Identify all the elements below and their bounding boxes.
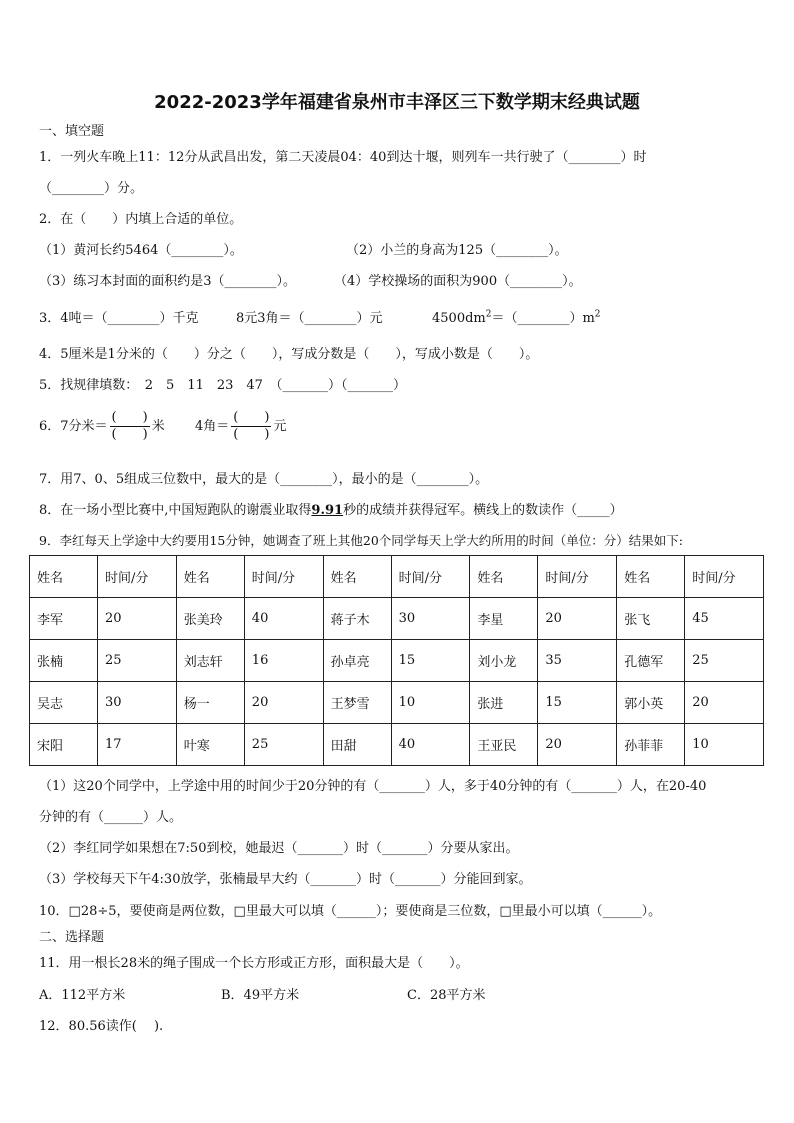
table-header-cell: 姓名 xyxy=(323,556,391,598)
table-cell: 30 xyxy=(98,682,177,724)
fraction-2-numerator: ( ) xyxy=(233,410,270,425)
question-4: 4．5厘米是1分米的（ ）分之（ ），写成分数是（ ），写成小数是（ ）。 xyxy=(39,347,539,362)
table-cell: 20 xyxy=(244,682,323,724)
table-cell: 张楠 xyxy=(30,640,98,682)
underlined-number: 9.91 xyxy=(311,503,344,518)
question-12: 12．80.56读作( ). xyxy=(39,1019,164,1034)
question-11-option-c: C．28平方米 xyxy=(407,988,486,1003)
table-cell: 张美玲 xyxy=(176,598,244,640)
table-cell: 40 xyxy=(391,724,470,766)
section-fill-blank: 一、填空题 xyxy=(39,124,105,139)
table-cell: 李星 xyxy=(470,598,538,640)
table-cell: 田甜 xyxy=(323,724,391,766)
table-cell: 16 xyxy=(244,640,323,682)
question-9-2: （2）李红同学如果想在7:50到校，她最迟（_______）时（_______）分要从家出。 xyxy=(39,841,519,856)
table-cell: 孙菲菲 xyxy=(617,724,685,766)
table-cell: 40 xyxy=(244,598,323,640)
question-11-option-a: A．112平方米 xyxy=(39,988,126,1003)
table-cell: 25 xyxy=(685,640,764,682)
question-1-line2: （________）分。 xyxy=(39,181,144,196)
question-1-line1: 1．一列火车晚上11：12分从武昌出发，第二天凌晨04：40到达十堰，则列车一共行驶了（________）时 xyxy=(39,150,647,165)
table-header-cell: 姓名 xyxy=(176,556,244,598)
question-7: 7．用7、0、5组成三位数中，最大的是（________），最小的是（________）。 xyxy=(39,472,489,487)
question-8-pre: 8．在一场小型比赛中,中国短跑队的谢震业取得 xyxy=(39,503,312,518)
table-cell: 20 xyxy=(685,682,764,724)
question-5: 5．找规律填数： 2 5 11 23 47 （_______）（_______） xyxy=(39,378,406,393)
question-3c-pre: 4500dm xyxy=(432,311,486,326)
table-cell: 吴志 xyxy=(30,682,98,724)
fraction-1-denominator: ( ) xyxy=(111,427,148,442)
question-9-1-line1: （1）这20个同学中，上学途中用的时间少于20分钟的有（_______）人，多于40分钟的有（_______）人，在20-40 xyxy=(39,779,707,794)
table-cell: 王梦雪 xyxy=(323,682,391,724)
page-title: 2022-2023学年福建省泉州市丰泽区三下数学期末经典试题 xyxy=(154,92,640,113)
table-cell: 李军 xyxy=(30,598,98,640)
question-3c xyxy=(432,307,601,326)
table-cell: 20 xyxy=(538,724,617,766)
question-2-1: （1）黄河长约5464（________）。 xyxy=(39,243,243,258)
table-header-row xyxy=(30,556,764,598)
table-header-cell: 时间/分 xyxy=(98,556,177,598)
question-11: 11．用一根长28米的绳子围成一个长方形或正方形，面积最大是（ ）。 xyxy=(39,956,469,971)
table-cell: 宋阳 xyxy=(30,724,98,766)
question-8 xyxy=(39,499,623,518)
fraction-2 xyxy=(231,410,271,443)
question-9-1-line2: 分钟的有（______）人。 xyxy=(39,810,183,825)
table-cell: 35 xyxy=(538,640,617,682)
table-cell: 20 xyxy=(538,598,617,640)
table-cell: 杨一 xyxy=(176,682,244,724)
table-header-cell: 时间/分 xyxy=(244,556,323,598)
question-6 xyxy=(39,408,286,446)
question-3c-mid: ＝（________）m xyxy=(491,311,595,326)
table-cell: 叶寒 xyxy=(176,724,244,766)
table-cell: 15 xyxy=(538,682,617,724)
fraction-2-denominator: ( ) xyxy=(233,427,270,442)
question-11-option-b: B．49平方米 xyxy=(221,988,300,1003)
table-cell: 15 xyxy=(391,640,470,682)
table-header-cell: 姓名 xyxy=(617,556,685,598)
fraction-1 xyxy=(110,410,150,443)
table-cell: 孔德军 xyxy=(617,640,685,682)
question-10: 10．□28÷5，要使商是两位数，□里最大可以填（______）；要使商是三位数，□里最小可以填（______）。 xyxy=(39,904,662,919)
table-cell: 孙卓亮 xyxy=(323,640,391,682)
table-header-cell: 姓名 xyxy=(470,556,538,598)
question-8-post: 秒的成绩并获得冠军。横线上的数读作（_____） xyxy=(343,503,623,518)
superscript-2a: 2 xyxy=(485,309,492,320)
question-9-3: （3）学校每天下午4:30放学，张楠最早大约（_______）时（_______）分能回到家。 xyxy=(39,872,532,887)
question-2-4: （4）学校操场的面积为900（________）。 xyxy=(334,274,582,289)
table-cell: 17 xyxy=(98,724,177,766)
table-cell: 张飞 xyxy=(617,598,685,640)
question-2-2: （2）小兰的身高为125（________）。 xyxy=(346,243,568,258)
table-cell: 张进 xyxy=(470,682,538,724)
table-header-cell: 时间/分 xyxy=(538,556,617,598)
table-cell: 25 xyxy=(244,724,323,766)
table-cell: 郭小英 xyxy=(617,682,685,724)
superscript-2b: 2 xyxy=(594,309,601,320)
table-cell: 蒋子木 xyxy=(323,598,391,640)
table-cell: 王亚民 xyxy=(470,724,538,766)
table-cell: 20 xyxy=(98,598,177,640)
table-cell: 10 xyxy=(685,724,764,766)
table-cell: 45 xyxy=(685,598,764,640)
question-6-label: 6．7分米＝ xyxy=(39,419,108,434)
question-3a: 3．4吨＝（________）千克 xyxy=(39,311,199,326)
table-header-cell: 时间/分 xyxy=(391,556,470,598)
question-6-unit1: 米 xyxy=(151,419,165,434)
question-6-unit2: 元 xyxy=(273,419,287,434)
table-row xyxy=(30,682,764,724)
question-2-3: （3）练习本封面的面积约是3（________）。 xyxy=(39,274,297,289)
section-choice: 二、选择题 xyxy=(39,930,105,945)
fraction-1-numerator: ( ) xyxy=(111,410,148,425)
question-3b: 8元3角＝（________）元 xyxy=(236,311,383,326)
table-cell: 30 xyxy=(391,598,470,640)
table-cell: 刘志轩 xyxy=(176,640,244,682)
table-row xyxy=(30,598,764,640)
table-row xyxy=(30,724,764,766)
table-cell: 刘小龙 xyxy=(470,640,538,682)
question-2: 2．在（ ）内填上合适的单位。 xyxy=(39,212,243,227)
table-row xyxy=(30,640,764,682)
table-cell: 10 xyxy=(391,682,470,724)
question-6-label2: 4角＝ xyxy=(195,419,230,434)
table-header-cell: 姓名 xyxy=(30,556,98,598)
question-9: 9．李红每天上学途中大约要用15分钟，她调查了班上其他20个同学每天上学大约所用的时间（单位：分）结果如下: xyxy=(39,533,683,548)
table-header-cell: 时间/分 xyxy=(685,556,764,598)
survey-table xyxy=(29,555,764,766)
table-cell: 25 xyxy=(98,640,177,682)
